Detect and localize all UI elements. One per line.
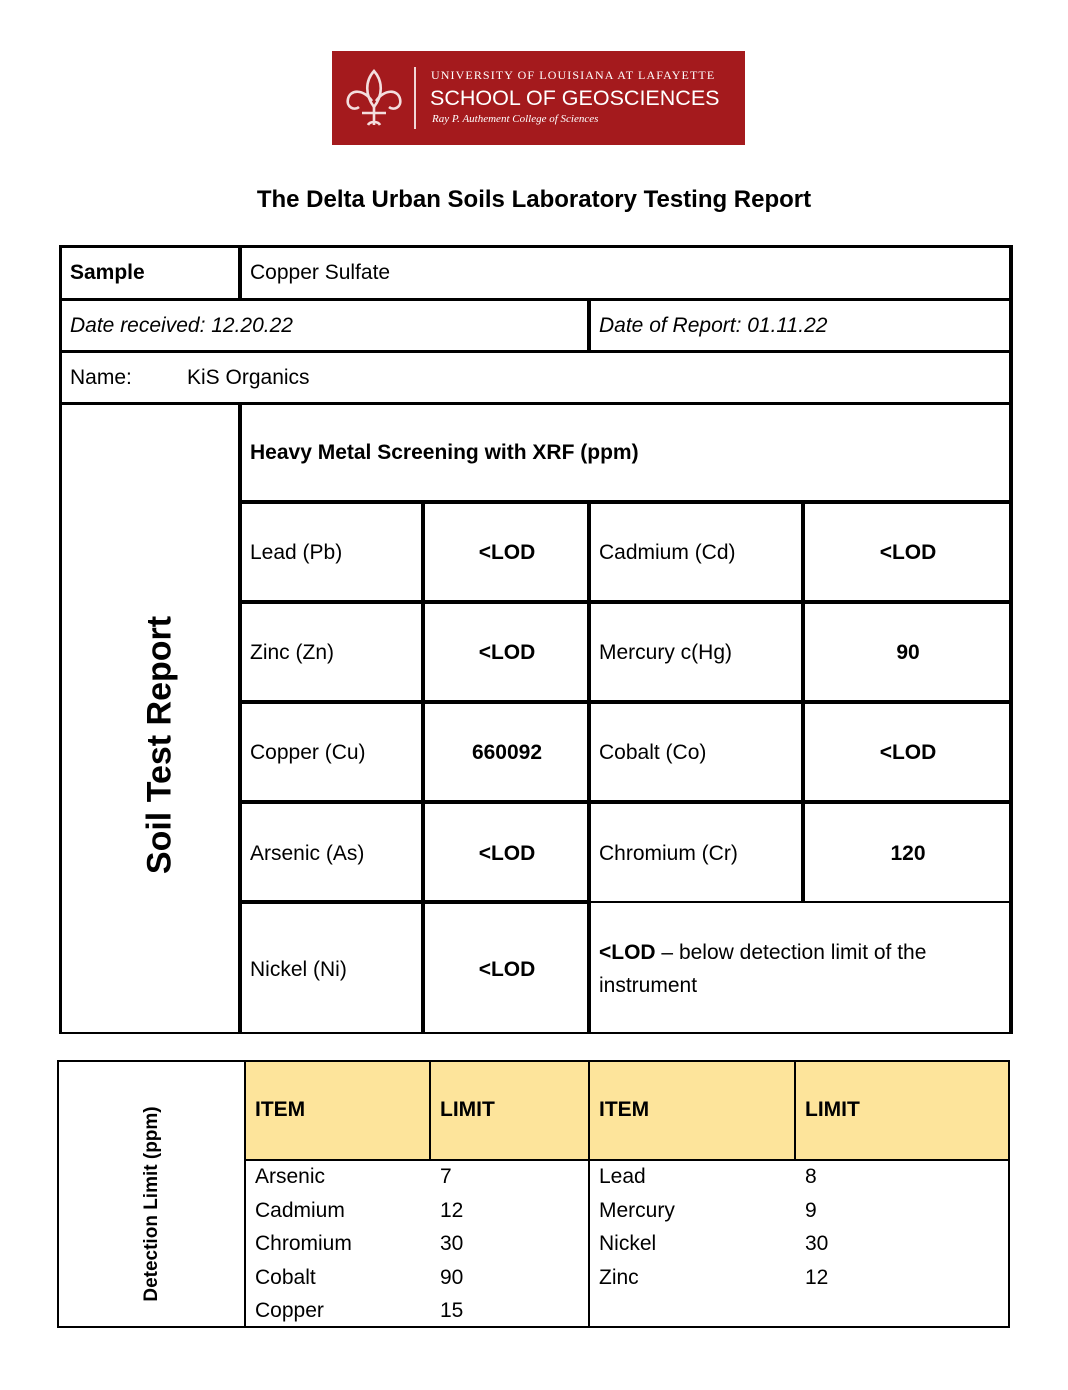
header-limit: LIMIT xyxy=(805,1098,860,1121)
lod-note xyxy=(599,940,926,966)
lod-note-line2: instrument xyxy=(599,974,698,997)
metal-value: <LOD xyxy=(478,641,536,664)
date-received: Date received: 12.20.22 xyxy=(70,314,293,337)
metal-name: Chromium (Cr) xyxy=(599,842,738,865)
name-value: KiS Organics xyxy=(187,366,310,389)
list-item: 7 xyxy=(440,1165,452,1188)
sample-value: Copper Sulfate xyxy=(250,261,391,284)
metal-value: 90 xyxy=(896,641,920,664)
metal-name: Copper (Cu) xyxy=(250,741,366,764)
header-item: ITEM xyxy=(255,1098,306,1121)
logo-college-name: Ray P. Authement College of Sciences xyxy=(432,113,599,125)
left-item-list xyxy=(255,1160,352,1328)
right-item-list xyxy=(599,1160,675,1294)
list-item: 30 xyxy=(440,1232,464,1255)
name-label: Name: xyxy=(70,366,132,389)
metal-name: Zinc (Zn) xyxy=(250,641,334,664)
metal-name: Lead (Pb) xyxy=(250,541,343,564)
list-item: 8 xyxy=(805,1165,817,1188)
metal-value: <LOD xyxy=(478,541,536,564)
header-item: ITEM xyxy=(599,1098,650,1121)
list-item: 15 xyxy=(440,1299,464,1322)
metal-value: 660092 xyxy=(471,741,543,764)
list-item: 30 xyxy=(805,1232,829,1255)
soil-test-report-label: Soil Test Report xyxy=(140,615,179,875)
metal-value: <LOD xyxy=(478,842,536,865)
list-item: 9 xyxy=(805,1198,817,1222)
lod-note-text: – below detection limit of the xyxy=(655,941,927,964)
metal-name: Cadmium (Cd) xyxy=(599,541,736,564)
list-item: Copper xyxy=(255,1299,324,1322)
list-item: Nickel xyxy=(599,1232,657,1255)
metal-name: Arsenic (As) xyxy=(250,842,365,865)
metal-name: Mercury c(Hg) xyxy=(599,641,733,664)
right-limit-list xyxy=(805,1160,828,1294)
metal-name: Cobalt (Co) xyxy=(599,741,707,764)
sample-label: Sample xyxy=(70,261,145,284)
lod-note-bold: <LOD xyxy=(599,941,656,964)
metal-name: Nickel (Ni) xyxy=(250,958,347,981)
list-item: 12 xyxy=(440,1198,464,1222)
list-item: 12 xyxy=(805,1265,829,1289)
section-title: Heavy Metal Screening with XRF (ppm) xyxy=(250,441,639,464)
metal-value: <LOD xyxy=(879,541,937,564)
list-item: Cadmium xyxy=(255,1198,345,1222)
list-item: Lead xyxy=(599,1165,646,1188)
metal-value: <LOD xyxy=(478,958,536,981)
header-limit: LIMIT xyxy=(440,1098,495,1121)
list-item: Chromium xyxy=(255,1232,352,1255)
list-item: Zinc xyxy=(599,1265,639,1289)
logo-school-name: SCHOOL OF GEOSCIENCES xyxy=(430,86,720,110)
report-title: The Delta Urban Soils Laboratory Testing Report xyxy=(256,186,812,213)
logo-university-name: UNIVERSITY OF LOUISIANA AT LAFAYETTE xyxy=(431,68,716,82)
date-of-report: Date of Report: 01.11.22 xyxy=(599,314,828,337)
list-item: Cobalt xyxy=(255,1265,316,1289)
list-item: 90 xyxy=(440,1265,464,1289)
list-item: Mercury xyxy=(599,1198,675,1222)
detection-limit-label: Detection Limit (ppm) xyxy=(141,1106,162,1302)
metal-value: <LOD xyxy=(879,741,937,764)
metal-value: 120 xyxy=(890,842,926,865)
list-item: Arsenic xyxy=(255,1165,326,1188)
university-logo xyxy=(332,51,745,145)
left-limit-list xyxy=(440,1160,463,1328)
fleur-de-lis-icon xyxy=(342,67,406,131)
logo-divider xyxy=(414,67,416,129)
